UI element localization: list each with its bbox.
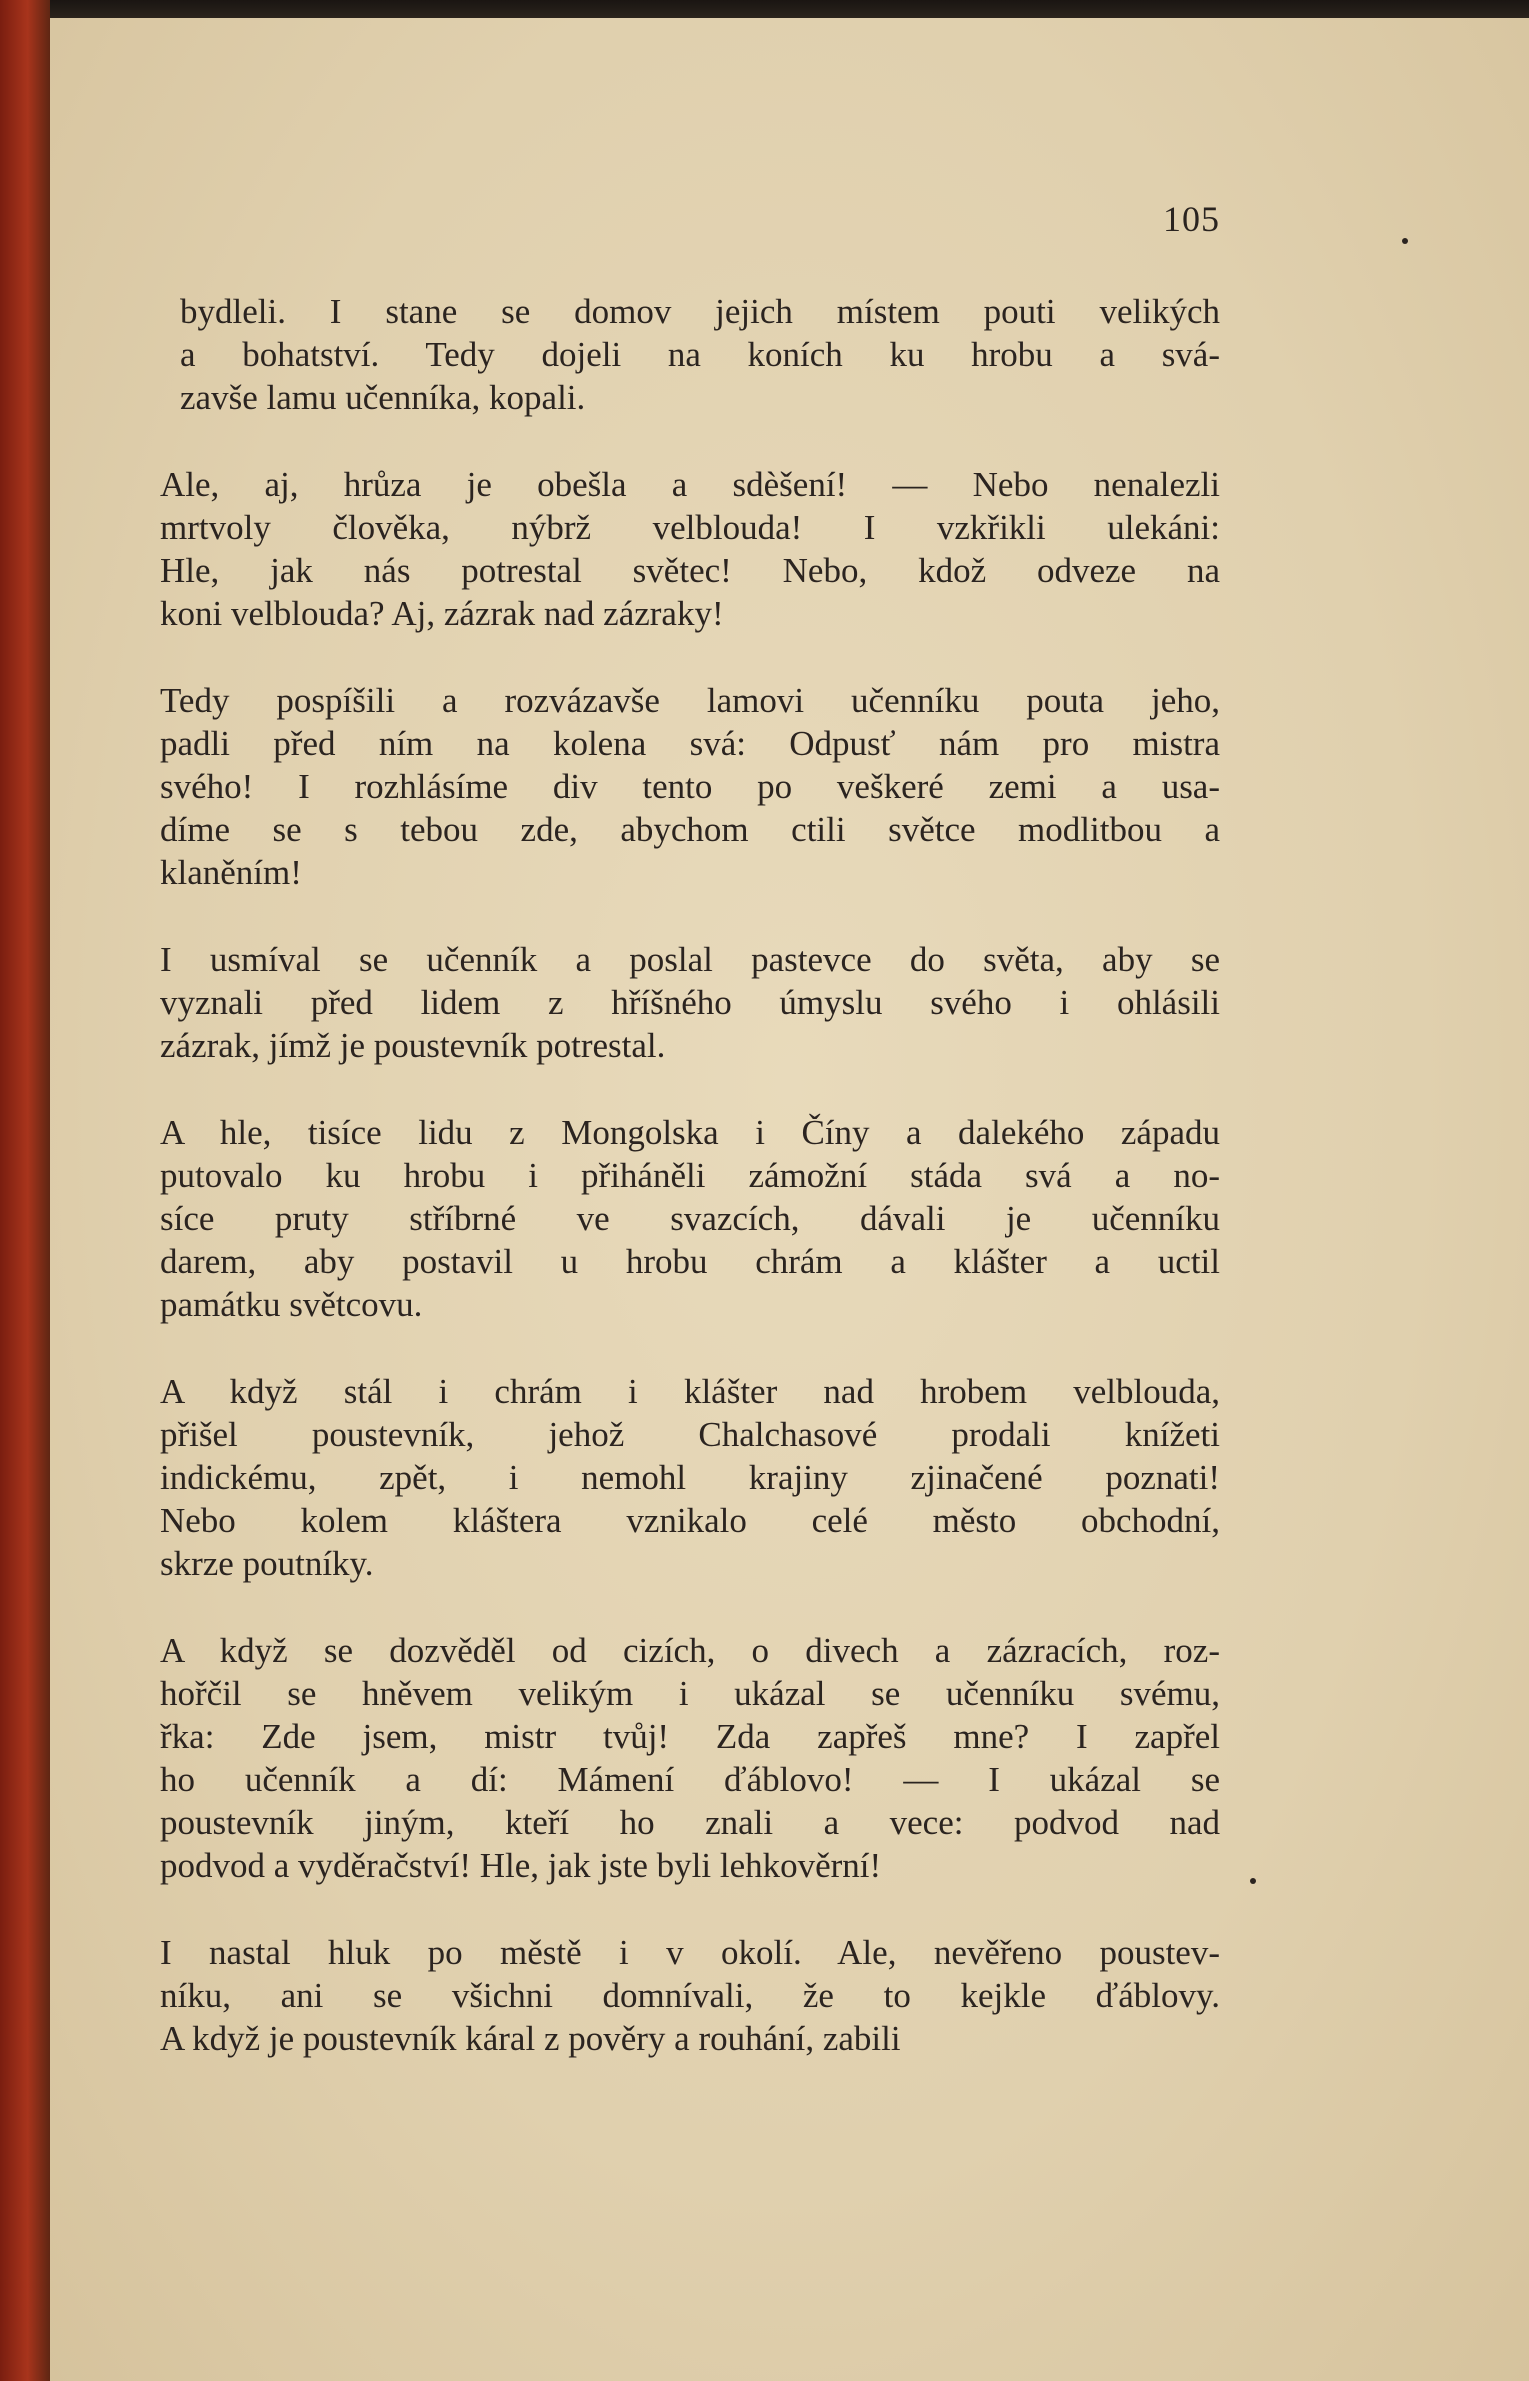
- text-line: mrtvoly člověka, nýbrž velblouda! I vzkřikli ulekáni:: [160, 508, 1220, 547]
- paragraph: [160, 1629, 1220, 1887]
- text-line: darem, aby postavil u hrobu chrám a klášter a uctil: [160, 1242, 1220, 1281]
- text-line: I nastal hluk po městě i v okolí. Ale, nevěřeno poustev-: [160, 1933, 1220, 1972]
- paragraph: [160, 938, 1220, 1067]
- text-line: Hle, jak nás potrestal světec! Nebo, kdož odveze na: [160, 551, 1220, 590]
- text-line: podvod a vyděračství! Hle, jak jste byli lehkověrní!: [160, 1846, 882, 1885]
- text-line: I usmíval se učenník a poslal pastevce do světa, aby se: [160, 940, 1220, 979]
- text-line: přišel poustevník, jehož Chalchasové prodali knížeti: [160, 1415, 1220, 1454]
- text-line: Nebo kolem kláštera vznikalo celé město obchodní,: [160, 1501, 1220, 1540]
- text-line: A když je poustevník káral z pověry a rouhání, zabili: [160, 2019, 901, 2058]
- paragraph: [160, 463, 1220, 635]
- text-line: bydleli. I stane se domov jejich místem pouti velikých: [180, 292, 1220, 331]
- text-line: A hle, tisíce lidu z Mongolska i Číny a dalekého západu: [160, 1113, 1220, 1152]
- text-line: Tedy pospíšili a rozvázavše lamovi učenníku pouta jeho,: [160, 681, 1220, 720]
- text-line: A když se dozvěděl od cizích, o divech a zázracích, roz-: [160, 1631, 1220, 1670]
- book-spine-edge: [0, 0, 50, 2381]
- text-line: svého! I rozhlásíme div tento po veškeré zemi a usa-: [160, 767, 1220, 806]
- text-line: poustevník jiným, kteří ho znali a vece: podvod nad: [160, 1803, 1220, 1842]
- book-top-edge: [0, 0, 1529, 18]
- ink-speck: [1250, 1878, 1256, 1884]
- text-line: indickému, zpět, i nemohl krajiny zjinačené poznati!: [160, 1458, 1220, 1497]
- text-line: hořčil se hněvem velikým i ukázal se učenníku svému,: [160, 1674, 1220, 1713]
- page-text: [160, 290, 1220, 2104]
- paragraph: [160, 1370, 1220, 1585]
- page-number: 105: [1163, 199, 1220, 239]
- text-line: padli před ním na kolena svá: Odpusť nám pro mistra: [160, 724, 1220, 763]
- text-line: památku světcovu.: [160, 1285, 423, 1324]
- text-line: A když stál i chrám i klášter nad hrobem velblouda,: [160, 1372, 1220, 1411]
- text-line: zavše lamu učenníka, kopali.: [180, 378, 586, 417]
- text-line: řka: Zde jsem, mistr tvůj! Zda zapřeš mne? I zapřel: [160, 1717, 1220, 1756]
- text-line: klaněním!: [160, 853, 302, 892]
- text-line: ho učenník a dí: Mámení ďáblovo! — I ukázal se: [160, 1760, 1220, 1799]
- paragraph: [160, 1111, 1220, 1326]
- text-line: a bohatství. Tedy dojeli na koních ku hrobu a svá-: [180, 335, 1220, 374]
- text-line: zázrak, jímž je poustevník potrestal.: [160, 1026, 666, 1065]
- text-line: Ale, aj, hrůza je obešla a sdèšení! — Nebo nenalezli: [160, 465, 1220, 504]
- text-line: vyznali před lidem z hříšného úmyslu svého i ohlásili: [160, 983, 1220, 1022]
- text-line: níku, ani se všichni domnívali, že to kejkle ďáblovy.: [160, 1976, 1220, 2015]
- text-line: díme se s tebou zde, abychom ctili světce modlitbou a: [160, 810, 1220, 849]
- paragraph: [160, 679, 1220, 894]
- paragraph: [160, 1931, 1220, 2060]
- text-line: putovalo ku hrobu i přiháněli zámožní stáda svá a no-: [160, 1156, 1220, 1195]
- text-line: síce pruty stříbrné ve svazcích, dávali je učenníku: [160, 1199, 1220, 1238]
- paragraph: [180, 290, 1220, 419]
- text-line: skrze poutníky.: [160, 1544, 374, 1583]
- text-line: koni velblouda? Aj, zázrak nad zázraky!: [160, 594, 724, 633]
- ink-speck: [1402, 238, 1408, 244]
